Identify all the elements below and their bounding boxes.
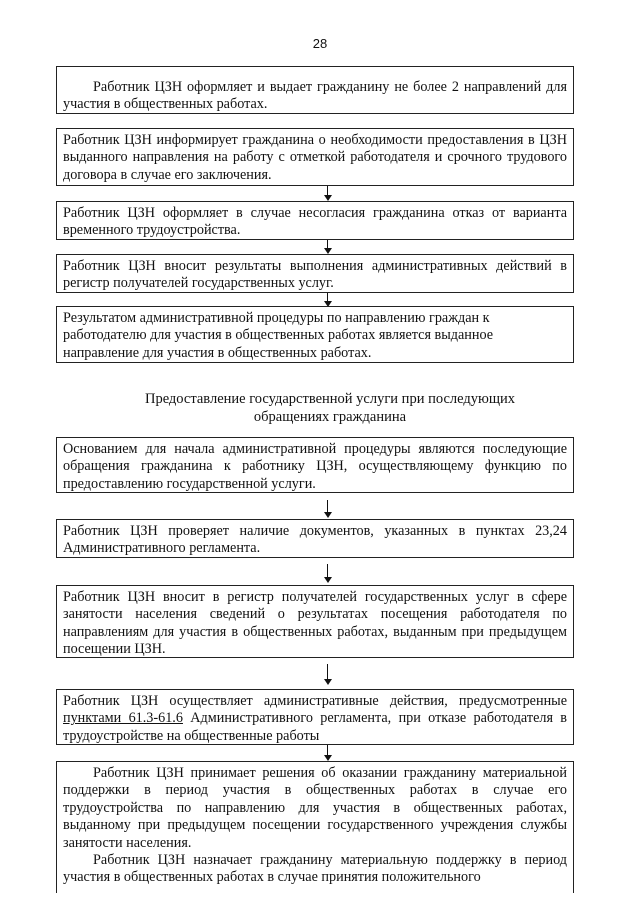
step-text — [63, 693, 567, 745]
step-text: Работник ЦЗН информирует гражданина о необходимости предоставления в ЦЗН выданного направления на работу с отметкой работодателя и срочного трудового договора в случае его заключения. — [63, 132, 567, 183]
step-text: Работник ЦЗН назначает гражданину материальную поддержку в период участия в общественных работах в случае принятия положительного — [63, 852, 567, 886]
step-box-register-visit — [56, 585, 574, 658]
step-box-check-documents — [56, 519, 574, 558]
step-text: Результатом административной процедуры по направлению граждан к работодателю для участия в общественных работах является выданное направление для участия в общественных работах. — [63, 310, 494, 361]
step-text: Работник ЦЗН вносит результаты выполнения административных действий в регистр получателей государственных услуг. — [63, 258, 567, 292]
step-text-part: Административного регламента, при отказе работодателя в трудоустройстве на общественные работы — [63, 710, 568, 744]
step-box-issue-referrals — [56, 66, 574, 114]
step-box-refusal — [56, 201, 574, 240]
section-heading — [100, 390, 560, 426]
page-number: 28 — [312, 36, 328, 51]
section-heading-line2: обращениях гражданина — [253, 409, 407, 425]
step-box-admin-actions — [56, 689, 574, 745]
step-text: Работник ЦЗН оформляет в случае несогласия гражданина отказ от варианта временного трудоустройства. — [63, 205, 567, 239]
step-text: Основанием для начала административной процедуры являются последующие обращения гражданина к работнику ЦЗН, осуществляющему функцию по предоставлению государственной услуги. — [63, 441, 567, 492]
regulation-points-link[interactable]: пунктами 61.3-61.6 — [63, 710, 183, 727]
step-text: Работник ЦЗН принимает решения об оказании гражданину материальной поддержки в период участия в общественных работах в случае его трудоустройства по направлению для участия в общественных работах, выданному при предыдущем посещении государственного учреждения службы занятости населения. — [63, 765, 567, 851]
step-text: Работник ЦЗН проверяет наличие документов, указанных в пунктах 23,24 Административного регламента. — [63, 523, 567, 557]
step-text-part: Работник ЦЗН осуществляет административные действия, предусмотренные — [63, 693, 567, 709]
step-box-procedure-result — [56, 306, 574, 363]
step-box-inform-citizen — [56, 128, 574, 186]
section-heading-line1: Предоставление государственной услуги при последующих — [144, 391, 516, 407]
step-text: Работник ЦЗН вносит в регистр получателей государственных услуг в сфере занятости населения сведений о результатах посещения работодателя по направлениям для участия в общественных работах, выданным при предыдущем посещении ЦЗН. — [63, 589, 567, 658]
step-box-register-results — [56, 254, 574, 293]
step-box-basis — [56, 437, 574, 493]
step-text: Работник ЦЗН оформляет и выдает гражданину не более 2 направлений для участия в общественных работах. — [63, 79, 567, 113]
step-box-material-support — [56, 761, 574, 893]
